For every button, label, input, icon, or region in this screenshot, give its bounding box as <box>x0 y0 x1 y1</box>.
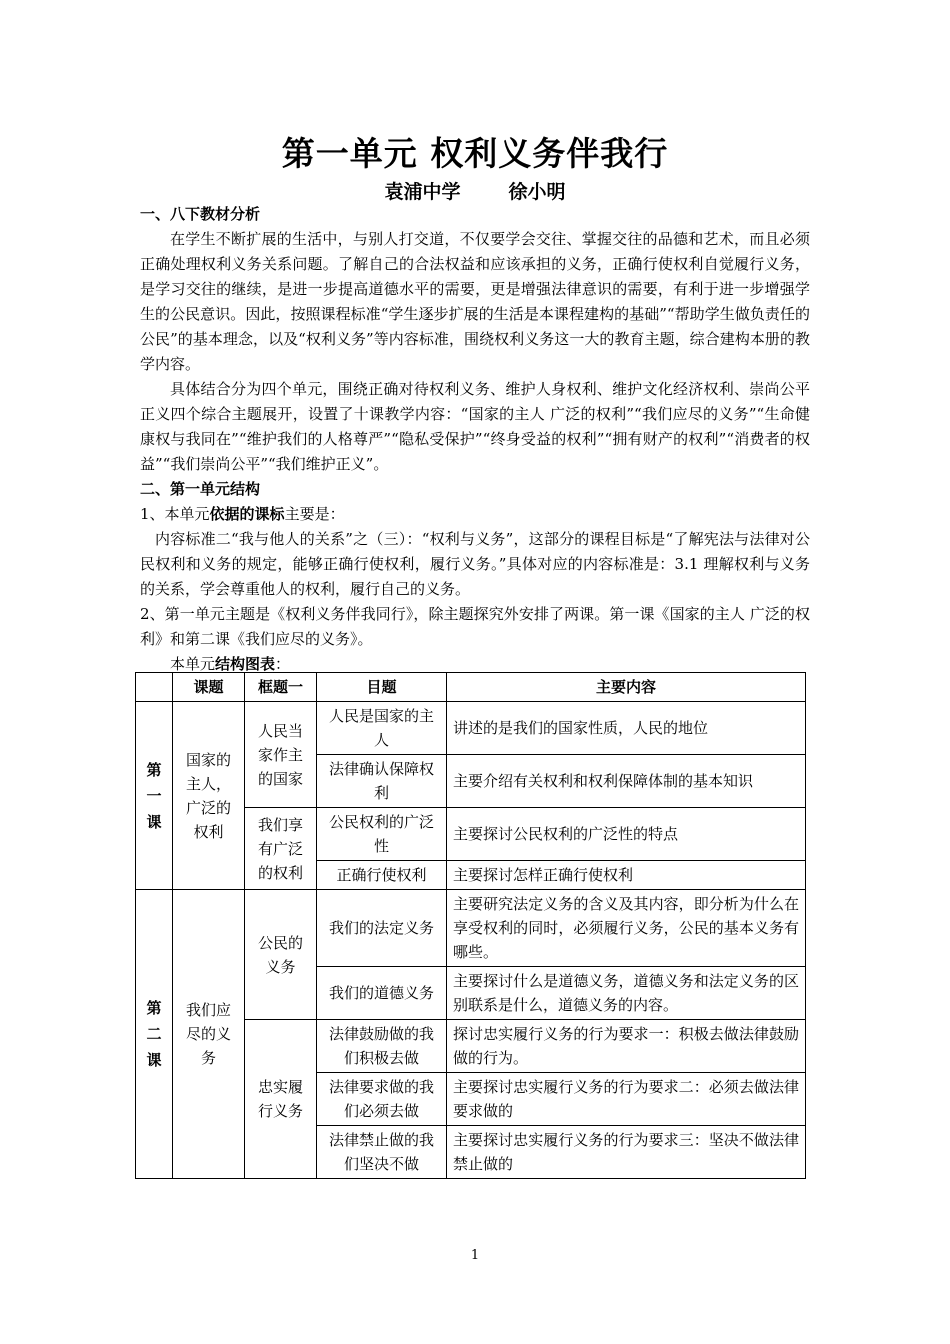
item-content: 主要探讨公民权利的广泛性的特点 <box>447 808 806 861</box>
item-title: 我们的道德义务 <box>317 967 447 1020</box>
section2-item1-body: 内容标准二“我与他人的关系”之（三）：“权利与义务”，这部分的课程目标是“了解宪法与法律对公民权利和义务的规定，能够正确行使权利，履行义务。”具体对应的内容标准是：3.1 理解权利与义务的关系，学会尊重他人的权利，履行自己的义务。 <box>140 530 810 598</box>
frame-name: 我们享有广泛的权利 <box>245 808 317 890</box>
lesson1-topic: 国家的主人，广泛的权利 <box>173 702 245 890</box>
item-title: 法律鼓励做的我们积极去做 <box>317 1020 447 1073</box>
item-content: 主要探讨怎样正确行使权利 <box>447 861 806 890</box>
section2-item2: 2、第一单元主题是《权利义务伴我同行》，除主题探究外安排了两课。第一课《国家的主人 广泛的权利》和第二课《我们应尽的义务》。 <box>140 605 810 648</box>
item-title: 法律要求做的我们必须去做 <box>317 1073 447 1126</box>
table-row <box>136 702 806 755</box>
author-line <box>0 177 950 204</box>
section1-para1: 在学生不断扩展的生活中，与别人打交道，不仅要学会交往、掌握交往的品德和艺术，而且必须正确处理权利义务关系问题。了解自己的合法权益和应该承担的义务，正确行使权利自觉履行义务，是学习交往的继续，是进一步提高道德水平的需要，更是增强法律意识的需要，有利于进一步增强学生的公民意识。因此，按照课程标准“学生逐步扩展的生活是本课程建构的基础”“帮助学生做负责任的公民”的基本理念，以及“权利义务”等内容标准，围绕权利义务这一大的教育主题，综合建构本册的教学内容。 <box>140 230 810 373</box>
section1-para2: 具体结合分为四个单元，围绕正确对待权利义务、维护人身权利、维护文化经济权利、崇尚公平正义四个综合主题展开，设置了十课教学内容：“国家的主人 广泛的权利”“我们应尽的义务”“生命健康权与我同在”“维护我们的人格尊严”“隐私受保护”“终身受益的权利”“拥有财产的权利”“消费者的权益”“我们崇尚公平”“我们维护正义”。 <box>140 380 810 473</box>
frame-name: 忠实履行义务 <box>245 1020 317 1179</box>
frame-name: 人民当家作主的国家 <box>245 702 317 808</box>
section2-heading: 二、第一单元结构 <box>140 480 261 498</box>
document-title: 第一单元 权利义务伴我行 <box>281 134 669 173</box>
item-title: 法律确认保障权利 <box>317 755 447 808</box>
item-content: 主要介绍有关权利和权利保障体制的基本知识 <box>447 755 806 808</box>
item-title: 我们的法定义务 <box>317 890 447 967</box>
lesson1-label: 第 一 课 <box>136 702 173 890</box>
item-content: 讲述的是我们的国家性质，人民的地位 <box>447 702 806 755</box>
lesson2-topic: 我们应尽的义务 <box>173 890 245 1179</box>
table-header-cell: 主要内容 <box>447 673 806 702</box>
unit-structure-table <box>135 672 806 1179</box>
table-header-cell: 目题 <box>317 673 447 702</box>
document-body <box>140 202 810 677</box>
section2-item1: 1、本单元依据的课标主要是： <box>140 505 345 523</box>
chart-caption: 本单元结构图表： <box>170 655 291 673</box>
table-header-cell: 框题一 <box>245 673 317 702</box>
item-content: 探讨忠实履行义务的行为要求一：积极去做法律鼓励做的行为。 <box>447 1020 806 1073</box>
item-title: 法律禁止做的我们坚决不做 <box>317 1126 447 1179</box>
item-content: 主要探讨什么是道德义务，道德义务和法定义务的区别联系是什么，道德义务的内容。 <box>447 967 806 1020</box>
author-school: 袁浦中学 <box>384 181 461 203</box>
table-header-row <box>136 673 806 702</box>
section1-heading: 一、八下教材分析 <box>140 205 261 223</box>
lesson2-label: 第 二 课 <box>136 890 173 1179</box>
item-title: 正确行使权利 <box>317 861 447 890</box>
item-content: 主要研究法定义务的含义及其内容，即分析为什么在享受权利的同时，必须履行义务，公民的基本义务有哪些。 <box>447 890 806 967</box>
page-number: 1 <box>470 1248 480 1263</box>
item-title: 公民权利的广泛性 <box>317 808 447 861</box>
table-header-cell: 课题 <box>173 673 245 702</box>
item-content: 主要探讨忠实履行义务的行为要求二：必须去做法律要求做的 <box>447 1073 806 1126</box>
table-row <box>136 890 806 967</box>
frame-name: 公民的义务 <box>245 890 317 1020</box>
item-title: 人民是国家的主人 <box>317 702 447 755</box>
author-name: 徐小明 <box>508 181 566 203</box>
item-content: 主要探讨忠实履行义务的行为要求三：坚决不做法律禁止做的 <box>447 1126 806 1179</box>
table-header-blank <box>136 673 173 702</box>
